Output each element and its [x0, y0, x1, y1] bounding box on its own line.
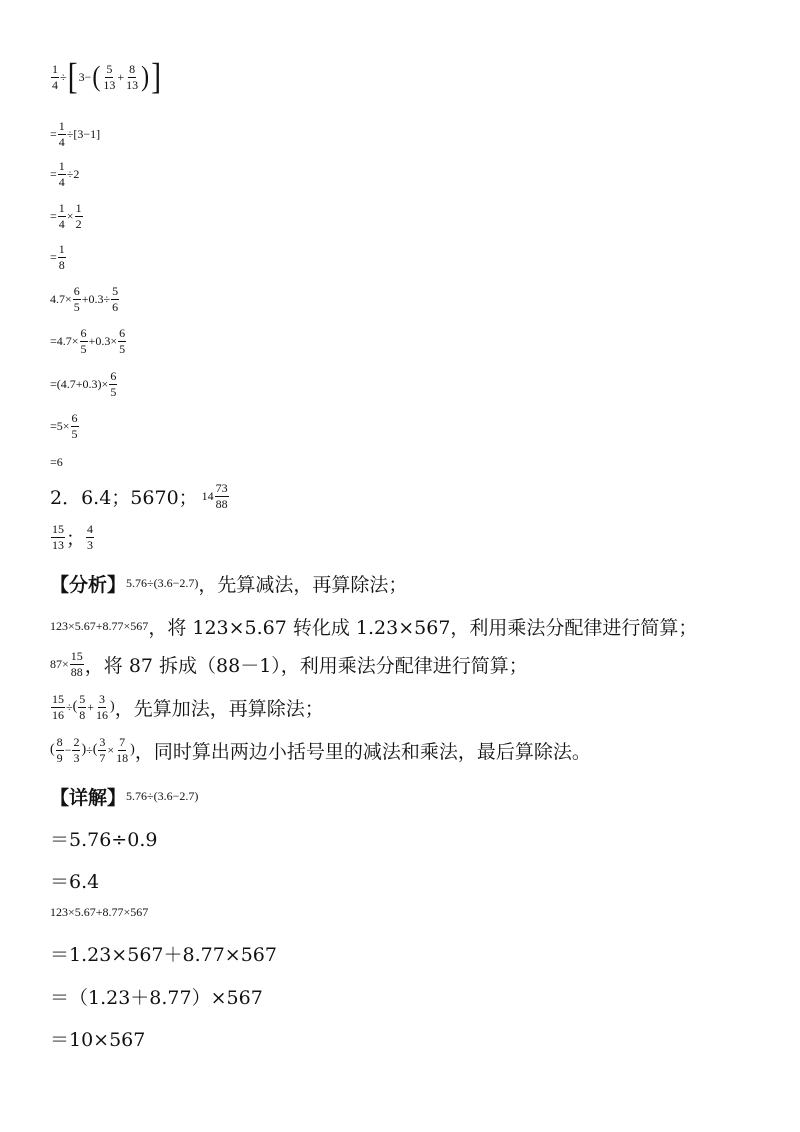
left-bracket: [: [67, 55, 78, 97]
fraction: $\frac{7}{18}$: [116, 735, 129, 765]
fraction: $\frac{5}{13}$: [103, 61, 116, 92]
detail-step-3: ＝1.23×567＋8.77×567: [50, 944, 277, 966]
analysis-line3: 87× $\frac{15}{88}$ ，将 87 拆成（88－1），利用乘法分配律进行简算；: [50, 649, 528, 679]
fraction: $\frac{6}{5}$: [119, 326, 126, 356]
left-paren: (: [92, 61, 101, 93]
fraction: $\frac{6}{5}$: [80, 326, 87, 356]
fraction: $\frac{1}{4}$: [58, 119, 65, 149]
fraction: $\frac{1}{2}$: [75, 201, 82, 231]
fraction: $\frac{15}{16}$: [52, 692, 64, 722]
detail-expr2: 123×5.67+8.77×567: [50, 905, 149, 919]
fraction: $\frac{5}{6}$: [112, 284, 119, 314]
fraction: $\frac{6}{5}$: [110, 369, 117, 399]
right-paren: ): [141, 61, 150, 93]
expr1-line4: = $\frac{1}{4}$ × $\frac{1}{2}$: [50, 201, 82, 231]
detail-line1: 【详解】 5.76÷(3.6−2.7): [50, 783, 198, 810]
fraction: $\frac{1}{4}$: [52, 61, 58, 92]
detail-step-5: ＝10×567: [50, 1029, 146, 1051]
expr2-line1: 4.7× $\frac{6}{5}$ +0.3÷ $\frac{5}{6}$: [50, 284, 119, 314]
detail-tag: 【详解】: [50, 787, 127, 809]
fraction: $\frac{15}{88}$: [70, 649, 83, 679]
expr1-line3: = $\frac{1}{4}$ ÷2: [50, 159, 80, 189]
analysis-line4: $\frac{15}{16}$ ÷ ( $\frac{5}{8}$ + $\frac{3}{16}$ ) ，先算加法，再算除法；: [52, 692, 324, 722]
expr1-line1: $\frac{1}{4}$ ÷ [ 3− ( $\frac{5}{13}$ + $\frac{8}{13}$ ) ]: [52, 55, 162, 97]
analysis-line1: 【分析】 5.76÷(3.6−2.7) ，先算减法，再算除法；: [50, 570, 407, 597]
detail-step-4: ＝（1.23＋8.77）×567: [50, 987, 263, 1009]
detail-step-2: ＝6.4: [50, 871, 100, 893]
expr2-line3: = (4.7+0.3) × $\frac{6}{5}$: [50, 369, 117, 399]
fraction: $\frac{1}{4}$: [58, 159, 65, 189]
fraction: $\frac{8}{13}$: [126, 61, 139, 92]
fraction: $\frac{8}{9}$: [56, 735, 63, 765]
fraction: $\frac{5}{8}$: [79, 692, 86, 722]
q2-answers-line2: $\frac{15}{13}$ ； $\frac{4}{3}$: [52, 522, 94, 552]
fraction: $\frac{1}{4}$: [58, 201, 65, 231]
fraction: $\frac{2}{3}$: [73, 735, 80, 765]
fraction: $\frac{4}{3}$: [87, 522, 94, 552]
fraction: $\frac{73}{88}$: [215, 481, 228, 511]
fraction: $\frac{3}{16}$: [96, 692, 109, 722]
q2-answers-line1: 2．6.4；5670； 14 $\frac{73}{88}$: [50, 481, 228, 511]
expr2-line5: =6: [50, 455, 63, 469]
analysis-line5: ( $\frac{8}{9}$ − $\frac{2}{3}$ ) ÷ ( $\frac{3}{7}$ × $\frac{7}{18}$ ) ，同时算出两边小括号里的减法和乘法，最后算除法。: [50, 735, 591, 765]
fraction: $\frac{3}{7}$: [99, 735, 106, 765]
fraction: $\frac{6}{5}$: [71, 411, 78, 441]
expr1-line2: = $\frac{1}{4}$ ÷[3−1]: [50, 119, 101, 149]
fraction: $\frac{15}{13}$: [52, 522, 64, 552]
expr2-line4: =5× $\frac{6}{5}$: [50, 411, 78, 441]
right-bracket: ]: [151, 55, 162, 97]
analysis-line2: 123×5.67+8.77×567 ，将 123×5.67 转化成 1.23×567，利用乘法分配律进行简算；: [50, 617, 698, 639]
expr1-line5: = $\frac{1}{8}$: [50, 242, 65, 272]
detail-step-1: ＝5.76÷0.9: [50, 829, 158, 851]
fraction: $\frac{1}{8}$: [58, 242, 65, 272]
expr2-line2: =4.7× $\frac{6}{5}$ +0.3× $\frac{6}{5}$: [50, 326, 126, 356]
fraction: $\frac{6}{5}$: [73, 284, 80, 314]
analysis-tag: 【分析】: [50, 574, 127, 596]
